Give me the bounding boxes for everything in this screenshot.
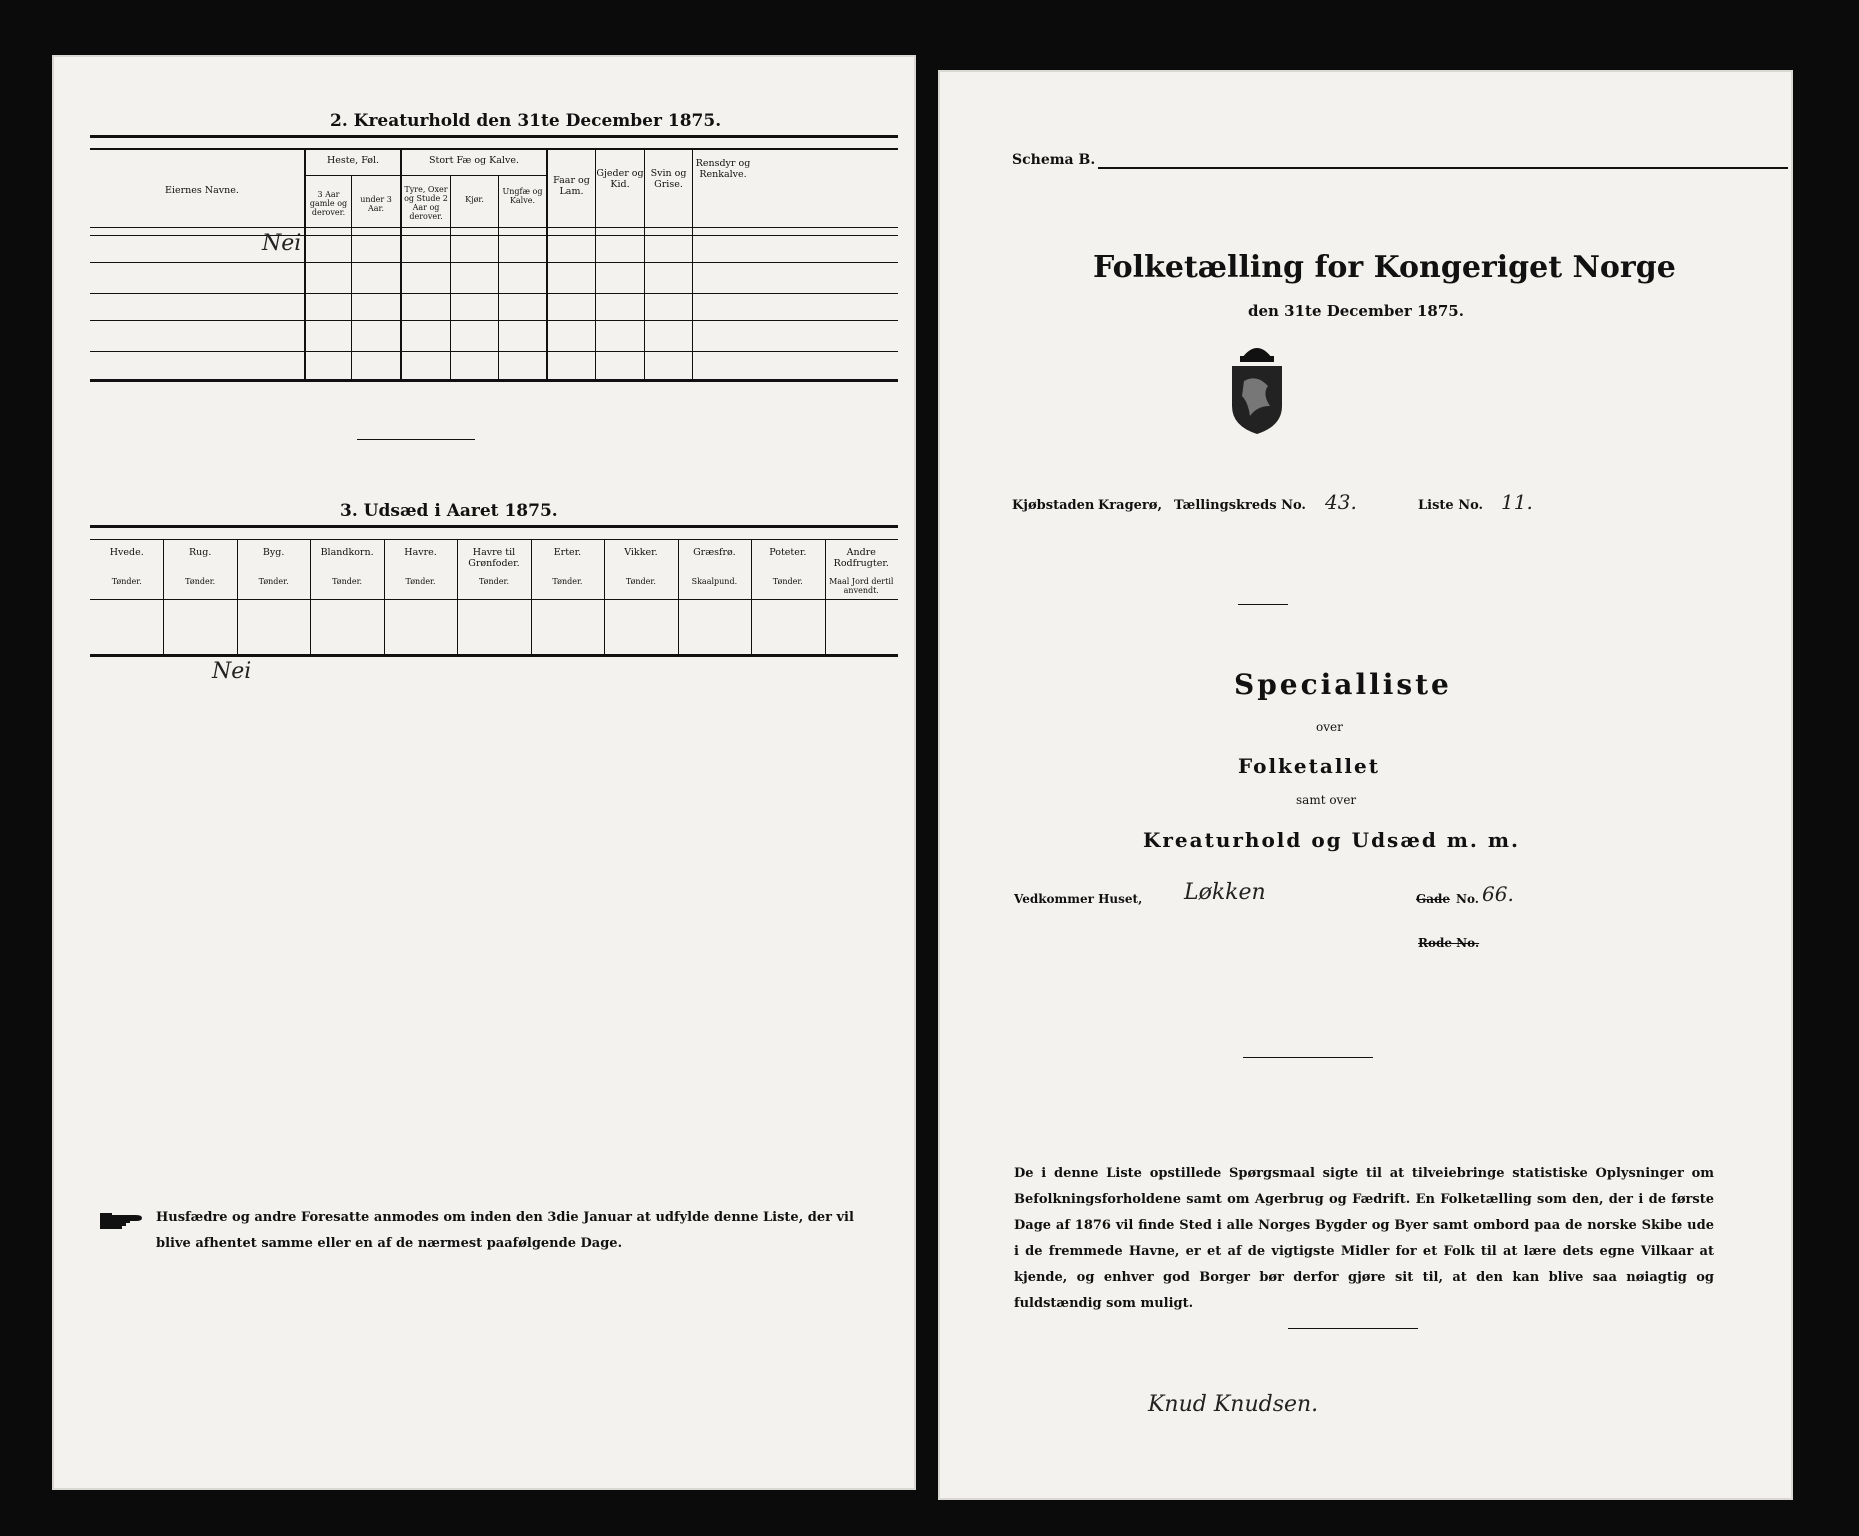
- main-title: Folketælling for Kongeriget Norge: [1093, 250, 1676, 285]
- huset-value: Løkken: [1184, 880, 1266, 905]
- notice-text: Husfædre og andre Foresatte anmodes om inden den 3die Januar at udfylde denne Liste, der vil blive afhentet samme eller en af de nærmest paafølgende Dage.: [156, 1210, 854, 1251]
- udsaed-col-unit: Tønder.: [332, 577, 363, 586]
- kjobstad-value: Kragerø,: [1098, 498, 1162, 513]
- udsaed-col-name: Havre.: [404, 547, 437, 558]
- schema-rule: [1098, 167, 1788, 169]
- col-stort-sub3: Ungfæ og Kalve.: [502, 187, 543, 205]
- no-label: No.: [1456, 892, 1479, 906]
- kreaturhold-label: Kreaturhold og Udsæd m. m.: [1143, 828, 1520, 852]
- udsaed-col-unit: Tønder.: [405, 577, 436, 586]
- body-text: De i denne Liste opstillede Spørgsmaal sigte til at tilveiebringe statistiske Oplysninger om Befolkningsforholdene samt om Agerbrug og Fædrift. En Folketælling som den, der i de første Dage af 1876 vil finde Sted i alle Norges Bygder og Byer samt ombord paa de norske Skibe ude i de fremmede Havne, er et af de vigtigste Midler for et Folk til at lære dets egne Vilkaar at kjende, og enhver god Borger bør derfor gjøre sit til, at den kan blive saa nøiagtig og fuldstændig som muligt.: [1014, 1166, 1714, 1311]
- udsaed-col-unit: Tønder.: [625, 577, 656, 586]
- divider-2: [1243, 1057, 1373, 1058]
- udsaed-col-name: Vikker.: [624, 547, 658, 558]
- col-faar: Faar og Lam.: [553, 175, 590, 197]
- udsaed-col-name: Græsfrø.: [693, 547, 736, 558]
- col-heste-sub1: 3 Aar gamle og derover.: [309, 190, 348, 217]
- over-label: over: [1316, 720, 1343, 734]
- col-svin: Svin og Grise.: [650, 168, 687, 190]
- col-heste-sub2: under 3 Aar.: [360, 195, 392, 213]
- kreds-label: Tællingskreds No.: [1174, 498, 1306, 513]
- udsaed-col-divider: [751, 539, 752, 655]
- specialliste-title: Specialliste: [1234, 668, 1452, 701]
- handwritten-nei-1: Nei: [262, 231, 302, 256]
- liste-value: 11.: [1501, 490, 1533, 514]
- col-rensdyr: Rensdyr og Renkalve.: [695, 158, 751, 180]
- udsaed-col-divider: [310, 539, 311, 655]
- udsaed-col-name: Rug.: [188, 547, 212, 558]
- col-owner: Eiernes Navne.: [165, 185, 239, 196]
- liste-label: Liste No.: [1418, 498, 1484, 513]
- no-value: 66.: [1482, 882, 1514, 906]
- udsaed-col-divider: [531, 539, 532, 655]
- udsaed-col-divider: [457, 539, 458, 655]
- udsaed-col-divider: [825, 539, 826, 655]
- udsaed-col-divider: [384, 539, 385, 655]
- udsaed-col-name: Havre til Grønfoder.: [468, 547, 520, 569]
- udsaed-col-name: Hvede.: [109, 547, 144, 558]
- udsaed-col-name: Andre Rodfrugter.: [833, 547, 889, 569]
- udsaed-col-unit: Tønder.: [111, 577, 142, 586]
- udsaed-col-name: Poteter.: [769, 547, 807, 558]
- udsaed-col-name: Blandkorn.: [320, 547, 374, 558]
- udsaed-col-unit: Tønder.: [258, 577, 289, 586]
- udsaed-col-unit: Tønder.: [772, 577, 803, 586]
- left-page: [52, 55, 916, 1490]
- right-page: [938, 70, 1793, 1500]
- samt-over-label: samt over: [1296, 793, 1357, 807]
- kreds-value: 43.: [1325, 490, 1357, 514]
- handwritten-nei-2: Nei: [212, 659, 252, 684]
- col-heste: Heste, Føl.: [326, 155, 380, 166]
- coat-of-arms-icon: [1222, 336, 1292, 436]
- udsaed-col-unit: Tønder.: [552, 577, 583, 586]
- divider-3: [1288, 1328, 1418, 1329]
- kjobstad-label: Kjøbstaden: [1012, 498, 1095, 513]
- udsaed-col-divider: [678, 539, 679, 655]
- udsaed-col-unit: Skaalpund.: [691, 577, 738, 586]
- udsaed-col-unit: Tønder.: [478, 577, 509, 586]
- udsaed-col-divider: [237, 539, 238, 655]
- col-stort-sub1: Tyre, Oxer og Stude 2 Aar og derover.: [404, 185, 448, 221]
- udsaed-col-unit: Tønder.: [185, 577, 216, 586]
- udsaed-col-divider: [604, 539, 605, 655]
- divider: [357, 439, 475, 440]
- col-gjeder: Gjeder og Kid.: [596, 168, 644, 190]
- signature: Knud Knudsen.: [1148, 1392, 1319, 1417]
- udsaed-col-name: Byg.: [262, 547, 285, 558]
- udsaed-col-unit: Maal Jord dertil anvendt.: [829, 577, 894, 595]
- rode-label: Rode No.: [1418, 936, 1480, 950]
- gade-label: Gade: [1416, 892, 1451, 906]
- section-3-title: 3. Udsæd i Aaret 1875.: [340, 501, 558, 521]
- schema-label: Schema B.: [1012, 152, 1096, 168]
- vedkommer-label: Vedkommer Huset,: [1014, 892, 1143, 906]
- pointing-hand-icon: [100, 1210, 148, 1232]
- col-stort: Stort Fæ og Kalve.: [429, 155, 519, 166]
- folketallet-label: Folketallet: [1238, 754, 1380, 778]
- col-stort-sub2: Kjør.: [465, 195, 484, 204]
- udsaed-col-divider: [163, 539, 164, 655]
- udsaed-col-name: Erter.: [553, 547, 582, 558]
- census-date: den 31te December 1875.: [1248, 302, 1464, 320]
- section-2-title: 2. Kreaturhold den 31te December 1875.: [330, 111, 722, 131]
- short-divider: [1238, 604, 1288, 605]
